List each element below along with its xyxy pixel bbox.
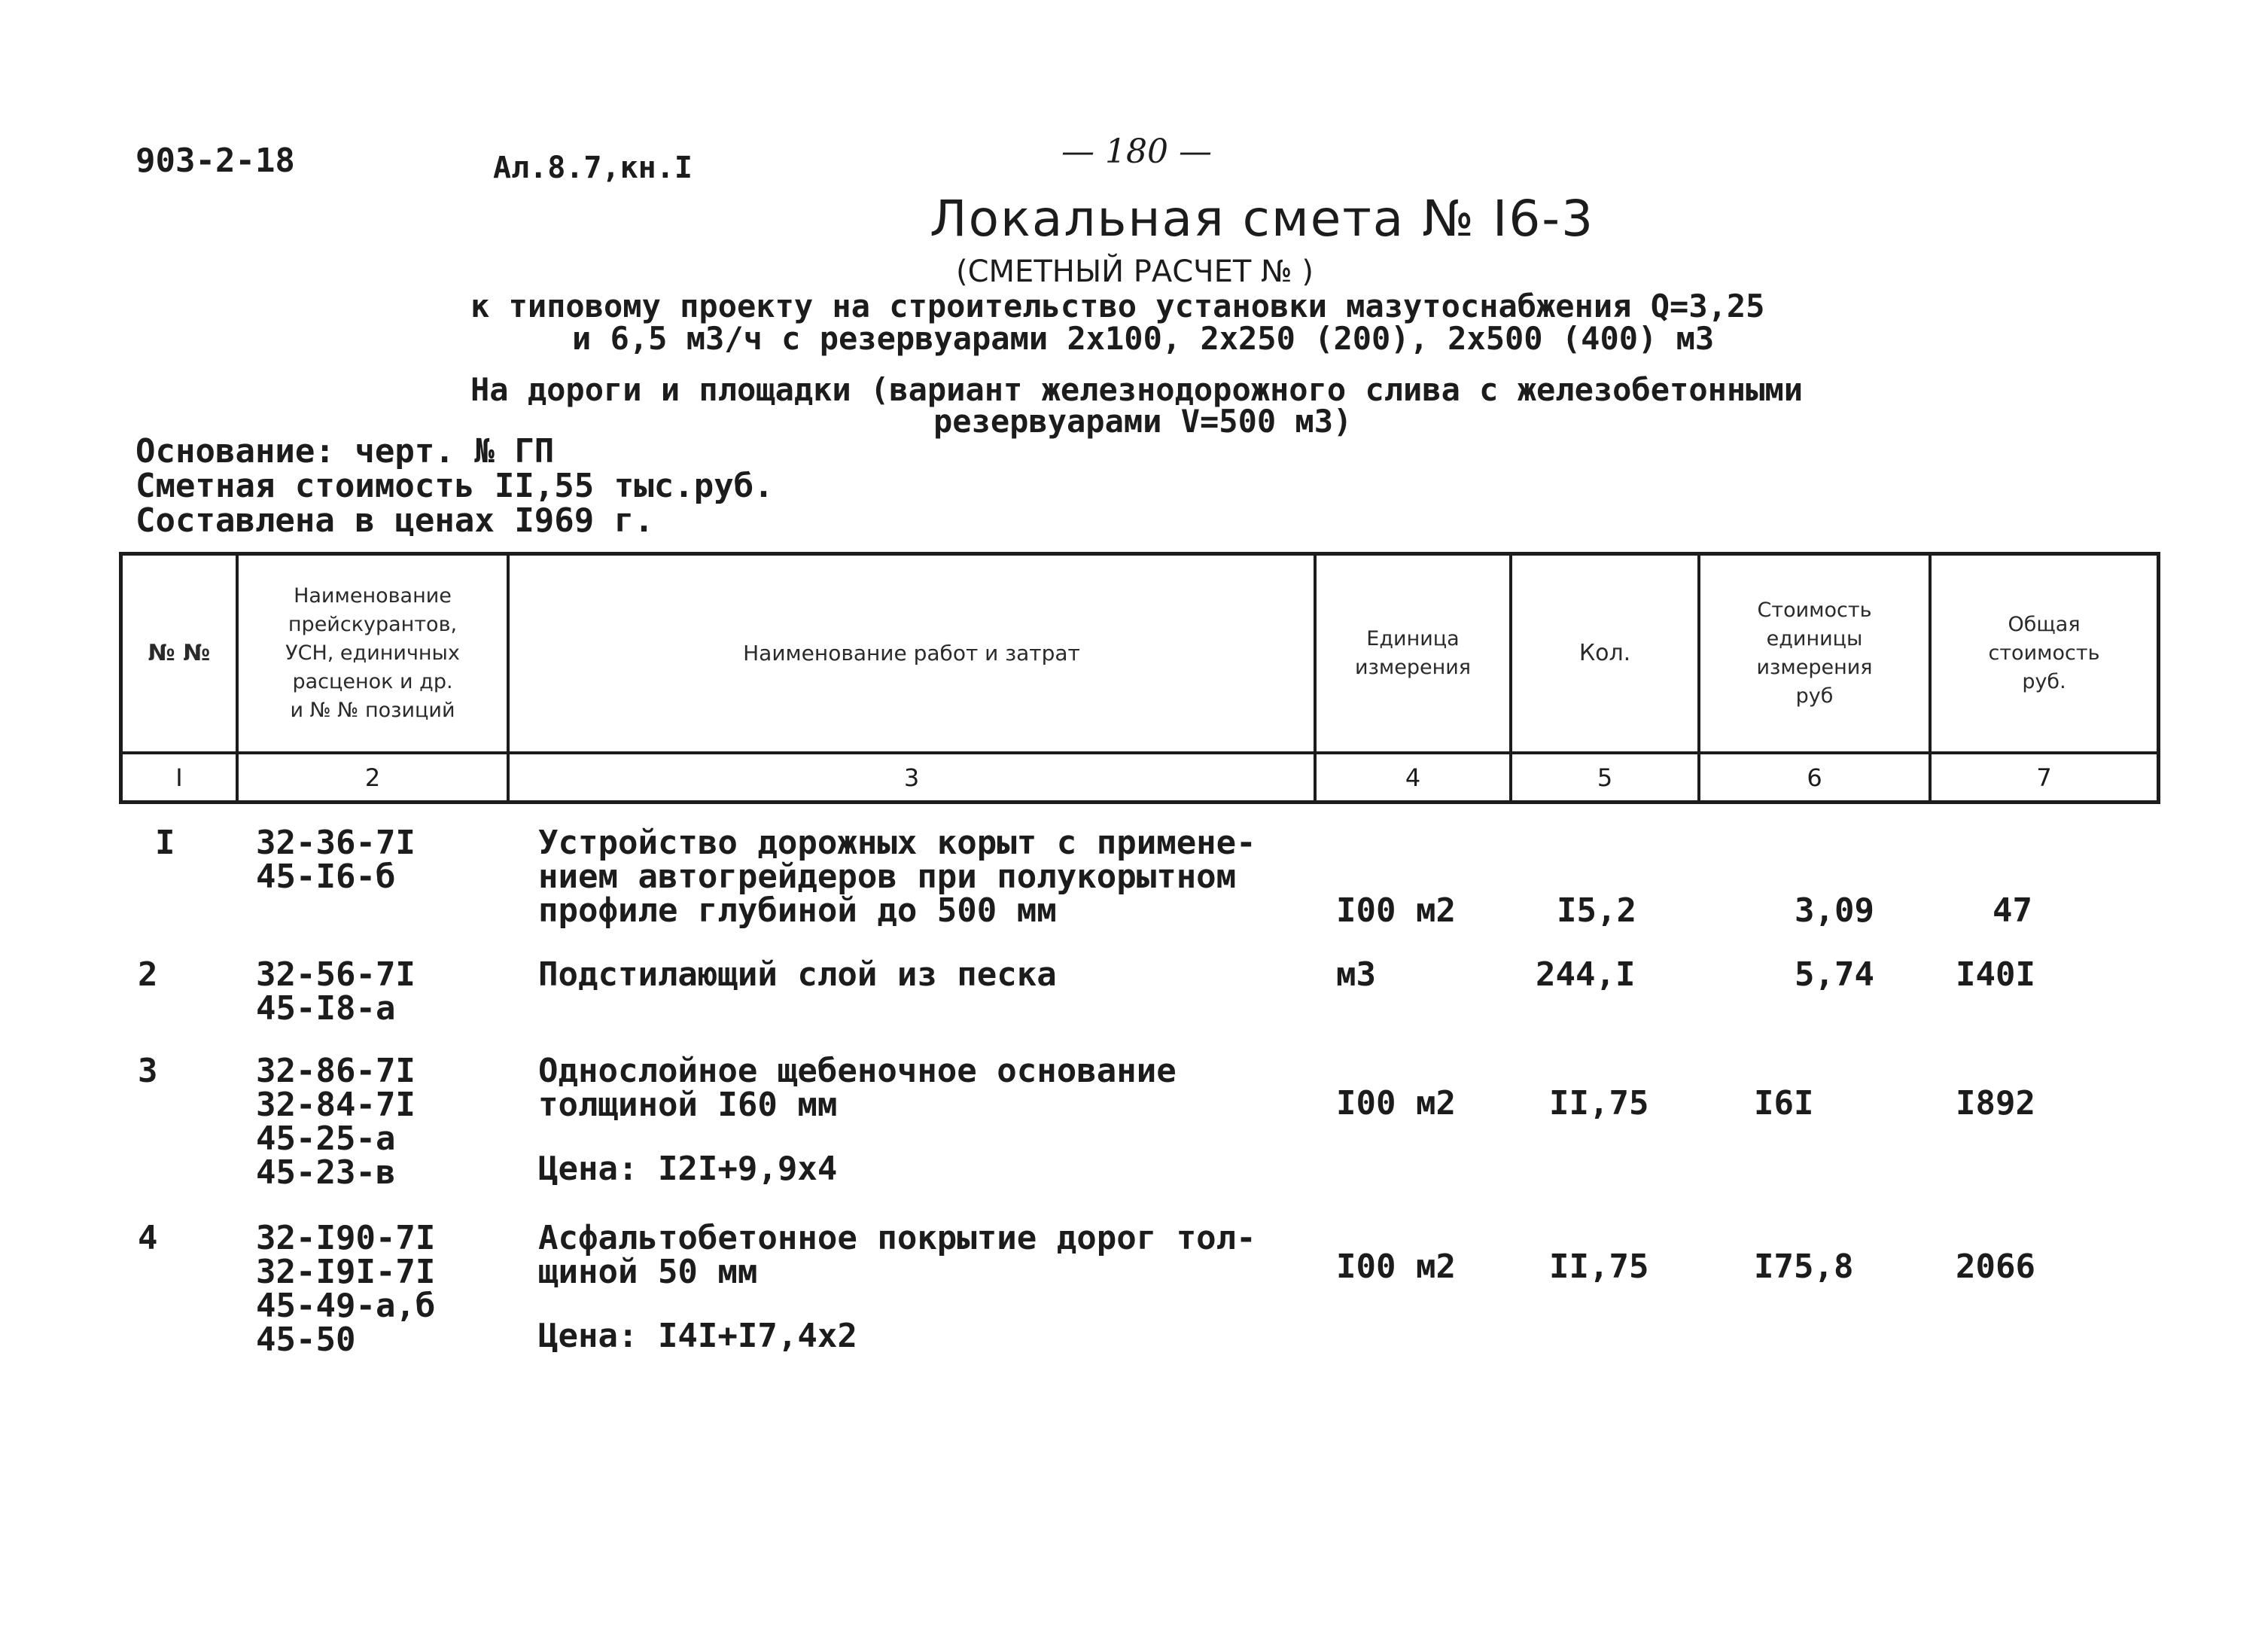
row-quantity: 244,I (1536, 955, 1636, 994)
column-header-unit-cost-line: Стоимость (1757, 599, 1872, 622)
page-number: — 180 — (1061, 133, 1212, 171)
document-code: 903-2-18 (135, 142, 295, 180)
row-work-description (538, 1054, 1177, 1122)
section-description-line-1: На дороги и площадки (вариант железнодорожного слива с железобетонными (470, 371, 1804, 408)
row-quantity: I5,2 (1557, 891, 1636, 930)
row-code: 45-I6-б (256, 858, 396, 896)
column-header-references (239, 556, 507, 751)
row-code: 45-49-а,б (256, 1287, 436, 1325)
row-unit-cost: I6I (1754, 1084, 1814, 1123)
project-description-line-1: к типовому проекту на строительство установки мазутоснабжения Q=3,25 (470, 288, 1765, 324)
row-unit: I00 м2 (1336, 891, 1456, 930)
row-work-line: щиной 50 мм (538, 1253, 758, 1291)
row-price-formula: Цена: I2I+9,9х4 (538, 1150, 838, 1188)
column-header-number-label: № № (148, 640, 211, 666)
column-number-2: 2 (364, 763, 381, 792)
column-header-references-line: и № № позиций (290, 699, 455, 722)
row-work-description (538, 1221, 1256, 1289)
column-header-unit-line: измерения (1354, 656, 1472, 679)
row-work-description (538, 826, 1256, 928)
row-quantity: II,75 (1549, 1247, 1649, 1286)
price-year-line: Составлена в ценах I969 г. (135, 501, 654, 540)
row-work-line: Асфальтобетонное покрытие дорог тол- (538, 1219, 1256, 1257)
row-code: 45-25-а (256, 1120, 396, 1158)
row-unit: м3 (1336, 955, 1376, 994)
column-header-unit-cost (1700, 556, 1929, 751)
row-unit: I00 м2 (1336, 1084, 1456, 1123)
row-code: 45-I8-а (256, 989, 396, 1028)
column-header-work (510, 556, 1314, 751)
row-code: 32-86-7I (256, 1052, 416, 1090)
column-header-unit-cost-line: измерения (1756, 656, 1873, 679)
row-code: 45-50 (256, 1321, 356, 1359)
row-work-line: Подстилающий слой из песка (538, 955, 1057, 994)
column-header-total-line: стоимость (1988, 641, 2100, 665)
column-header-quantity (1512, 556, 1697, 751)
row-unit-cost: I75,8 (1754, 1247, 1854, 1286)
column-number-3: 3 (903, 763, 920, 792)
row-number: 2 (138, 955, 158, 994)
row-number: I (155, 824, 175, 862)
page-title: Локальная смета № I6-3 (930, 190, 1595, 248)
column-header-unit-cost-line: руб (1795, 684, 1834, 708)
row-code: 32-56-7I (256, 955, 416, 994)
section-description-line-2: резервуарами V=500 м3) (933, 403, 1353, 440)
row-work-line: Устройство дорожных корыт с примене- (538, 824, 1256, 862)
row-total: I892 (1956, 1084, 2035, 1123)
row-code: 32-I9I-7I (256, 1253, 436, 1291)
album-reference: Ал.8.7,кн.I (493, 151, 693, 185)
row-codes (256, 1054, 416, 1190)
row-unit-cost: 5,74 (1795, 955, 1874, 994)
column-number-1: I (175, 763, 183, 792)
row-work-description (538, 955, 1057, 994)
column-header-total-line: Общая (2008, 613, 2081, 636)
row-code: 32-I90-7I (256, 1219, 436, 1257)
row-total: I40I (1956, 955, 2035, 994)
page-subtitle: (СМЕТНЫЙ РАСЧЕТ № ) (956, 254, 1314, 289)
basis-line: Основание: черт. № ГП (135, 432, 555, 471)
row-unit-cost: 3,09 (1795, 891, 1874, 930)
row-codes (256, 955, 416, 1028)
row-price-formula: Цена: I4I+I7,4х2 (538, 1317, 857, 1355)
row-code: 32-84-7I (256, 1086, 416, 1124)
row-number: 4 (138, 1219, 158, 1257)
row-work-line: профиле глубиной до 500 мм (538, 891, 1057, 930)
estimated-cost-line: Сметная стоимость II,55 тыс.руб. (135, 467, 774, 505)
row-code: 32-36-7I (256, 824, 416, 862)
row-code: 45-23-в (256, 1153, 396, 1192)
column-number-5: 5 (1597, 763, 1613, 792)
column-header-references-line: расценок и др. (292, 670, 453, 693)
column-header-unit-line: Единица (1366, 627, 1460, 650)
column-header-number (123, 556, 236, 751)
row-work-line: Однослойное щебеночное основание (538, 1052, 1177, 1090)
column-header-unit (1317, 556, 1509, 751)
row-codes (256, 1221, 435, 1357)
column-header-references-line: Наименование (294, 584, 452, 608)
row-work-line: толщиной I60 мм (538, 1086, 838, 1124)
row-codes (256, 826, 416, 894)
row-quantity: II,75 (1549, 1084, 1649, 1123)
row-number: 3 (138, 1052, 158, 1090)
column-number-6: 6 (1807, 763, 1822, 792)
column-header-unit-cost-line: единицы (1766, 627, 1863, 650)
row-work-line: нием автогрейдеров при полукорытном (538, 858, 1237, 896)
row-total: 47 (1992, 891, 2032, 930)
column-header-quantity-label: Кол. (1578, 640, 1631, 666)
column-header-work-label: Наименование работ и затрат (743, 641, 1080, 666)
project-description-line-2: и 6,5 м3/ч с резервуарами 2х100, 2х250 (200), 2х500 (400) м3 (572, 320, 1715, 357)
column-number-7: 7 (2036, 763, 2052, 792)
column-header-references-line: прейскурантов, (288, 613, 458, 636)
column-header-total (1932, 556, 2157, 751)
column-header-total-line: руб. (2022, 670, 2066, 693)
row-unit: I00 м2 (1336, 1247, 1456, 1286)
row-total: 2066 (1956, 1247, 2035, 1286)
column-number-4: 4 (1405, 763, 1421, 792)
column-header-references-line: УСН, единичных (285, 641, 460, 665)
